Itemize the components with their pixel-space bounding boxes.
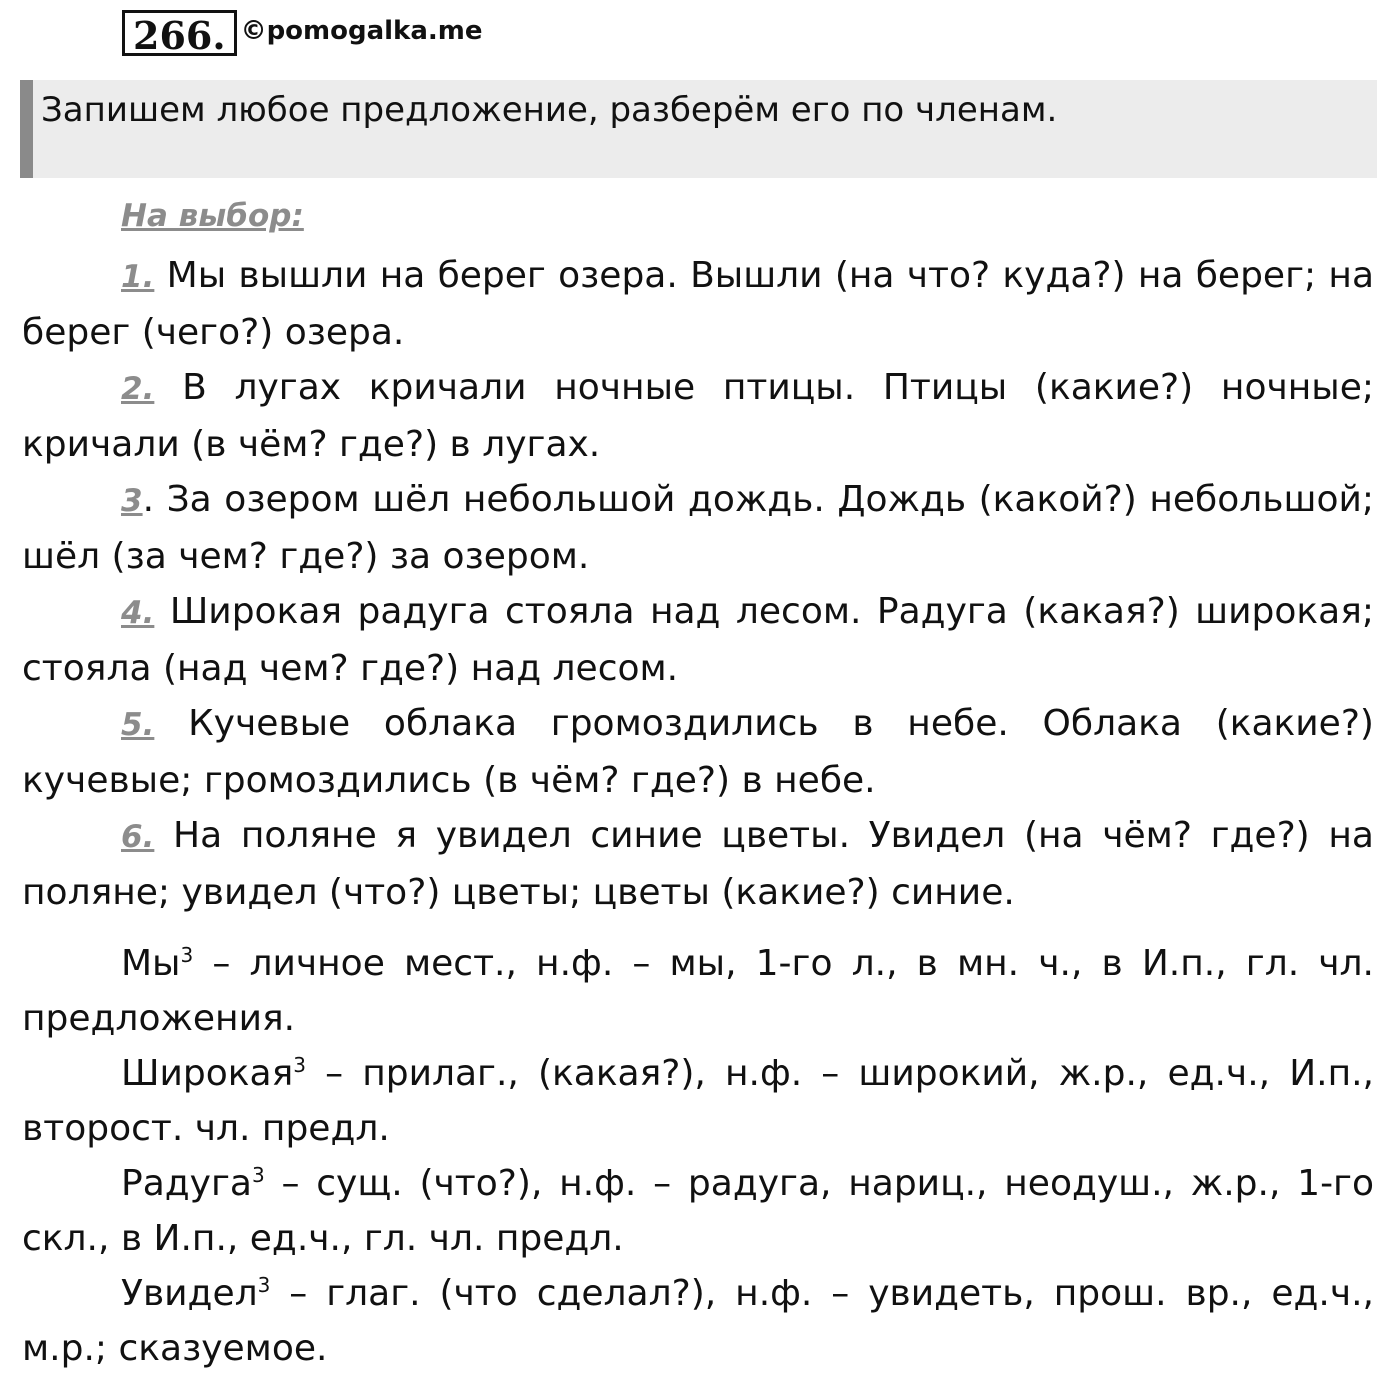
item-number: 2. (121, 371, 155, 407)
item-text: За озером шёл небольшой дождь. Дождь (какой?) небольшой; шёл (за чем? где?) за озером. (22, 479, 1374, 577)
analysis-word: Широкая (121, 1053, 294, 1094)
analysis-superscript: 3 (180, 943, 194, 967)
choice-label: На выбор: (121, 198, 304, 234)
item-number: 1. (121, 259, 155, 295)
item-separator (154, 591, 169, 632)
analysis-item (22, 936, 1374, 1046)
task-number: 266. (122, 10, 237, 56)
item-text: Кучевые облака громоздились в небе. Облака (какие?) кучевые; громоздились (в чём? где?) в небе. (22, 703, 1374, 801)
item-separator (154, 703, 188, 744)
item-number: 3 (121, 483, 143, 519)
list-item (22, 696, 1374, 808)
analysis-word: Радуга (121, 1163, 252, 1204)
analysis-superscript: 3 (251, 1163, 265, 1187)
item-separator (154, 367, 182, 408)
item-separator (154, 815, 173, 856)
word-analysis (22, 936, 1374, 1376)
item-separator (154, 255, 166, 296)
task-statement-text: Запишем любое предложение, разберём его по членам. (41, 90, 1058, 130)
analysis-text: – личное мест., н.ф. – мы, 1-го л., в мн. ч., в И.п., гл. чл. предложения. (22, 943, 1374, 1039)
analysis-superscript: 3 (257, 1273, 271, 1297)
answer-content (22, 190, 1374, 1376)
analysis-item (22, 1266, 1374, 1376)
analysis-superscript: 3 (293, 1053, 306, 1077)
list-item (22, 472, 1374, 584)
item-number: 5. (121, 707, 155, 743)
item-text: На поляне я увидел синие цветы. Увидел (на чём? где?) на поляне; увидел (что?) цветы; цветы (какие?) синие. (22, 815, 1374, 913)
item-text: Мы вышли на берег озера. Вышли (на что? куда?) на берег; на берег (чего?) озера. (22, 255, 1375, 353)
analysis-word: Мы (121, 943, 181, 984)
analysis-item (22, 1046, 1374, 1156)
analysis-text: – глаг. (что сделал?), н.ф. – увидеть, прош. вр., ед.ч., м.р.; сказуемое. (22, 1273, 1374, 1369)
analysis-item (22, 1156, 1374, 1266)
item-separator: . (142, 479, 167, 520)
analysis-word: Увидел (121, 1273, 258, 1314)
site-watermark: ©pomogalka.me (240, 16, 483, 46)
item-text: Широкая радуга стояла над лесом. Радуга (какая?) широкая; стояла (над чем? где?) над лесом. (22, 591, 1374, 689)
analysis-text: – прилаг., (какая?), н.ф. – широкий, ж.р., ед.ч., И.п., второст. чл. предл. (22, 1053, 1374, 1149)
task-statement (20, 80, 1377, 178)
list-item (22, 808, 1374, 920)
item-number: 4. (121, 595, 155, 631)
item-number: 6. (121, 819, 155, 855)
item-text: В лугах кричали ночные птицы. Птицы (какие?) ночные; кричали (в чём? где?) в лугах. (22, 367, 1374, 465)
page-header (122, 10, 483, 62)
list-item (22, 360, 1374, 472)
list-item (22, 584, 1374, 696)
analysis-text: – сущ. (что?), н.ф. – радуга, нариц., неодуш., ж.р., 1-го скл., в И.п., ед.ч., гл. чл. предл. (22, 1163, 1374, 1259)
list-item (22, 248, 1374, 360)
